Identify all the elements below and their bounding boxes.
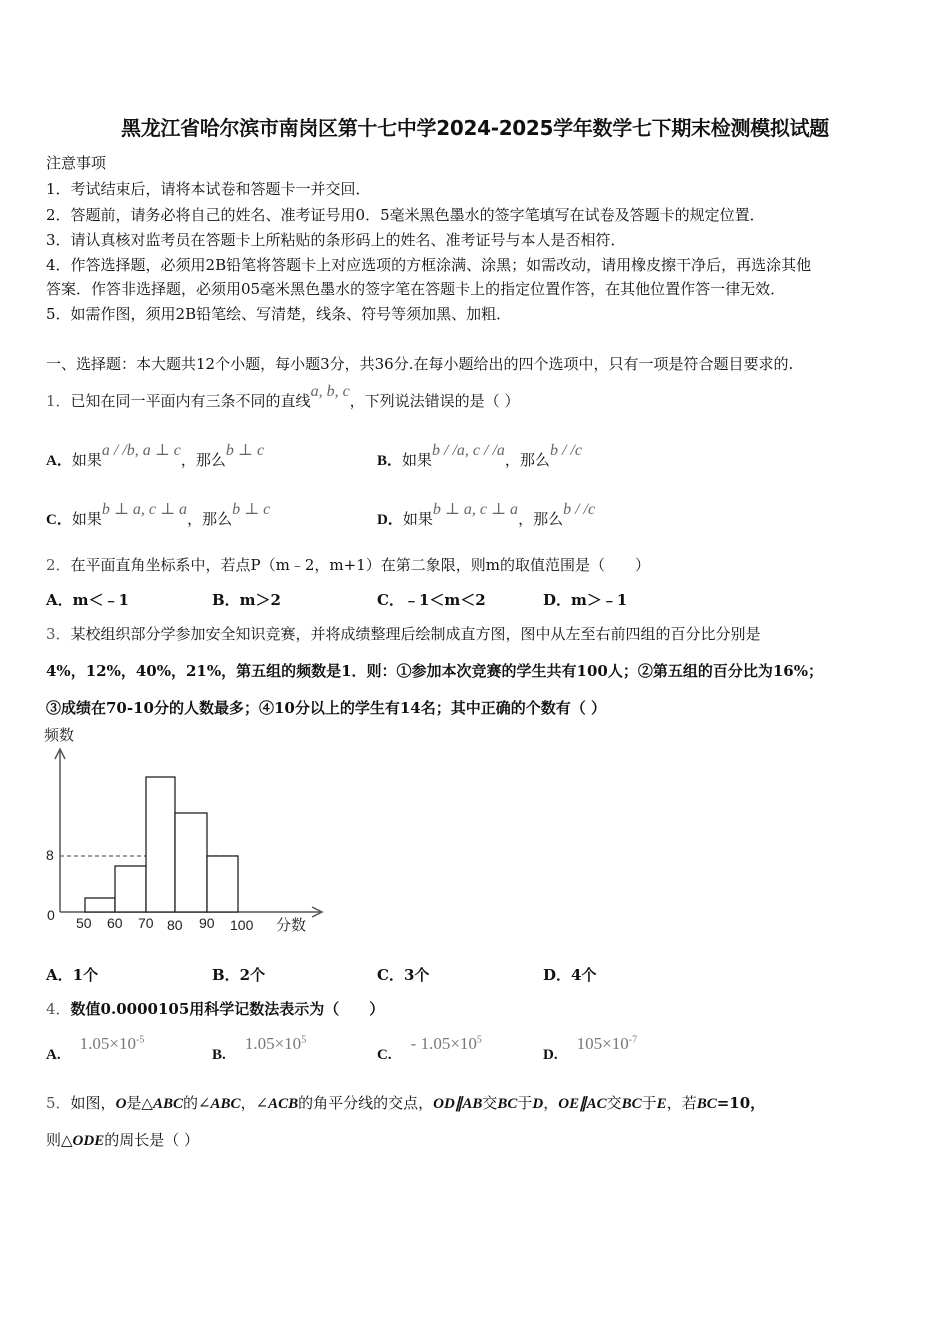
q4-option-b[interactable]: B. $1.05\times 10^5$ (212, 1034, 307, 1063)
note-item: 答案．作答非选择题，必须用05毫米黑色墨水的签字笔在答题卡上的指定位置作答，在其他位置作答一律无效． (46, 280, 786, 298)
q2-option-b[interactable]: B．m＞2 (212, 591, 281, 609)
math-expression: a, b, c (310, 383, 350, 400)
q2-option-a[interactable]: A．m＜﹣1 (46, 591, 129, 609)
math-expression: b ⊥ c (225, 442, 265, 459)
x-tick: 80 (167, 917, 183, 933)
math-expression: $1.05\times 10^{-5}$ (79, 1034, 145, 1053)
question-3-line-2: 4%，12%，40%，21%，第五组的频数是1．则：①参加本次竞赛的学生共有100人；②第五组的百分比为16%； (46, 662, 823, 680)
math-expression: b / /c (563, 501, 596, 518)
q3-option-c[interactable]: C．3个 (377, 966, 430, 984)
question-2 (46, 554, 650, 575)
q1-option-a[interactable]: A．如果a / /b, a ⊥ c，那么b ⊥ c (46, 442, 265, 469)
question-3-line-3: ③成绩在70-10分的人数最多；④10分以上的学生有14名；其中正确的个数有（ ） (46, 699, 606, 717)
question-1 (46, 383, 520, 411)
math-expression: $1.05\times 10^5$ (244, 1034, 307, 1053)
math-expression: - $1.05\times 10^5$ (410, 1034, 482, 1053)
histogram-chart (40, 722, 330, 940)
question-number: 4． (46, 1000, 71, 1018)
math-expression: b ⊥ a, c ⊥ a (432, 501, 519, 518)
q3-option-a[interactable]: A．1个 (46, 966, 99, 984)
question-number: 1． (46, 392, 71, 410)
page-title: 黑龙江省哈尔滨市南岗区第十七中学2024-2025学年数学七下期末检测模拟试题 (121, 116, 829, 140)
y-axis-label: 频数 (44, 727, 75, 744)
q1-option-d[interactable]: D．如果b ⊥ a, c ⊥ a，那么b / /c (377, 501, 596, 528)
section-heading: 一、选择题：本大题共12个小题，每小题3分，共36分.在每小题给出的四个选项中，只有一项是符合题目要求的. (46, 355, 794, 373)
y-tick-0: 0 (47, 907, 55, 923)
q4-option-a[interactable]: A. $1.05\times 10^{-5}$ (46, 1034, 145, 1063)
x-tick: 50 (76, 915, 92, 931)
x-tick: 90 (199, 915, 215, 931)
q1-option-c[interactable]: C．如果b ⊥ a, c ⊥ a，那么b ⊥ c (46, 501, 271, 528)
x-tick: 100 (230, 917, 254, 933)
question-3 (46, 623, 761, 644)
math-expression: b ⊥ a, c ⊥ a (101, 501, 188, 518)
question-4 (46, 998, 384, 1019)
y-tick-8: 8 (46, 847, 54, 863)
x-tick: 70 (138, 915, 154, 931)
bar-70-80 (146, 777, 175, 912)
bar-50-60 (85, 898, 115, 912)
bar-90-100 (207, 856, 238, 912)
q2-option-d[interactable]: D．m＞﹣1 (543, 591, 628, 609)
notes-heading: 注意事项 (46, 154, 107, 172)
x-axis-label: 分数 (276, 917, 307, 934)
bar-80-90 (175, 813, 207, 912)
question-5: 5．如图，O是△ABC的∠ABC，∠ACB的角平分线的交点，OD∥AB交BC于D，OE∥AC交BC于E，若BC=10， (46, 1094, 766, 1112)
math-expression: b ⊥ c (232, 501, 271, 518)
x-tick: 60 (107, 915, 123, 931)
question-number: 5． (46, 1094, 71, 1112)
note-item: 1．考试结束后，请将本试卷和答题卡一并交回． (46, 180, 371, 198)
question-text: 已知在同一平面内有三条不同的直线 (70, 392, 311, 410)
q2-option-c[interactable]: C．﹣1＜m＜2 (377, 591, 486, 609)
q1-option-b[interactable]: B．如果b / /a, c / /a，那么b / /c (377, 442, 582, 469)
question-number: 2． (46, 556, 71, 574)
question-text: 某校组织部分学参加安全知识竞赛，并将成绩整理后绘制成直方图，图中从左至右前四组的百分比分别是 (70, 625, 761, 643)
note-item: 2．答题前，请务必将自己的姓名、准考证号用0．5毫米黑色墨水的签字笔填写在试卷及答题卡的规定位置． (46, 206, 765, 224)
q3-option-b[interactable]: B．2个 (212, 966, 266, 984)
question-number: 3． (46, 625, 71, 643)
question-text: 数值0.0000105用科学记数法表示为（ ） (70, 1000, 385, 1018)
note-item: 3．请认真核对监考员在答题卡上所粘贴的条形码上的姓名、准考证号与本人是否相符． (46, 231, 626, 249)
math-expression: b / /c (549, 442, 582, 459)
q4-option-c[interactable]: C. - $1.05\times 10^5$ (377, 1034, 482, 1063)
note-item: 4．作答选择题，必须用2B铅笔将答题卡上对应选项的方框涂满、涂黑；如需改动，请用橡皮擦干净后，再选涂其他 (46, 256, 812, 274)
math-expression: $105\times 10^{-7}$ (576, 1034, 638, 1053)
bar-60-70 (115, 866, 146, 912)
question-text: 在平面直角坐标系中，若点P（m﹣2，m+1）在第二象限，则m的取值范围是（ ） (70, 556, 650, 574)
q3-option-d[interactable]: D．4个 (543, 966, 597, 984)
math-expression: b / /a, c / /a (432, 442, 505, 459)
q4-option-d[interactable]: D. $105\times 10^{-7}$ (543, 1034, 638, 1063)
question-text: ，下列说法错误的是（ ） (349, 392, 520, 410)
question-5-line-2: 则△ODE的周长是（ ） (46, 1131, 199, 1149)
note-item: 5．如需作图，须用2B铅笔绘、写清楚，线条、符号等须加黑、加粗． (46, 305, 512, 323)
math-expression: a / /b, a ⊥ c (101, 442, 181, 459)
